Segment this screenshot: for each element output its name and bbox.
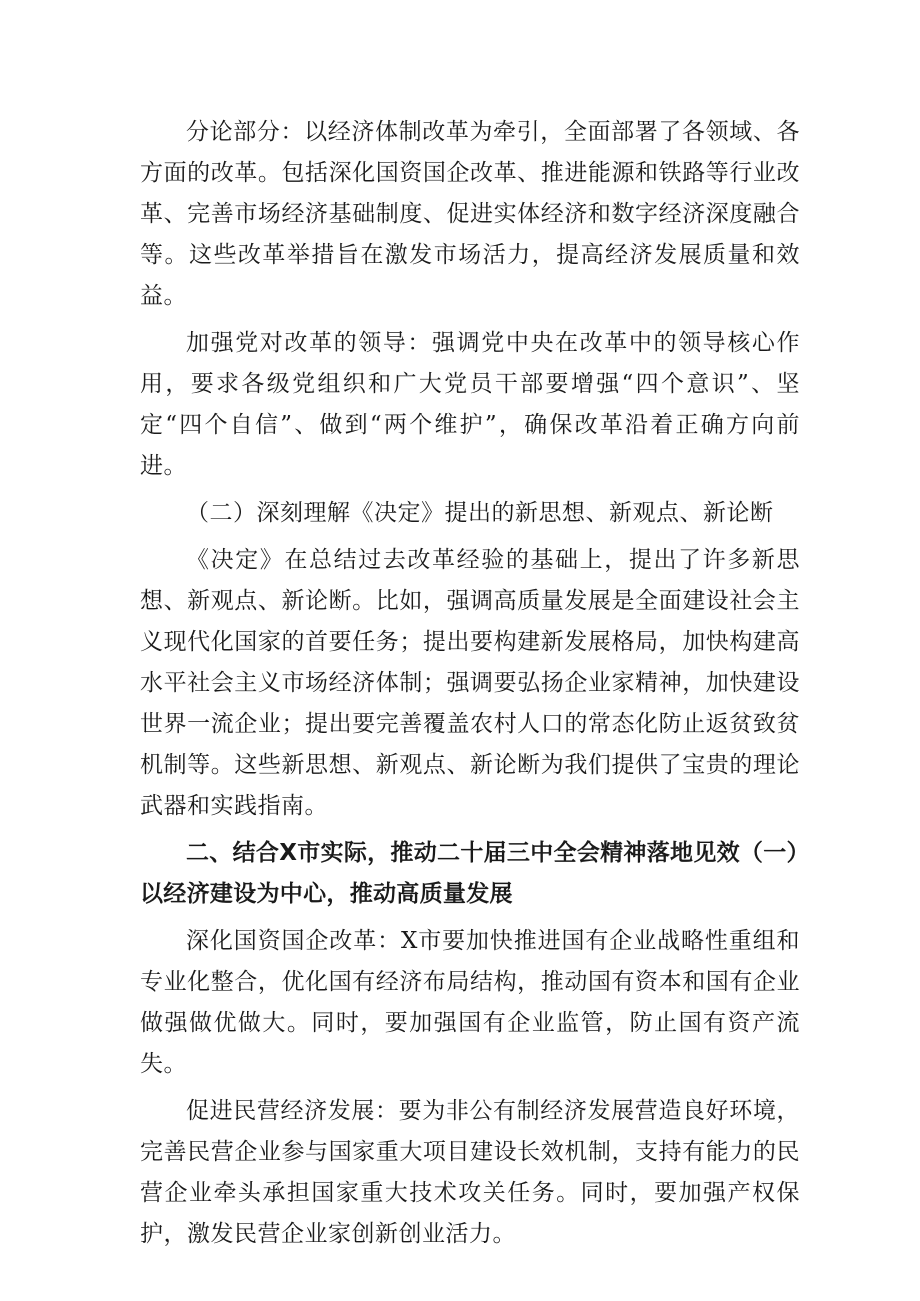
paragraph-private-economy: 促进民营经济发展：要为非公有制经济发展营造良好环境，完善民营企业参与国家重大项目建设长效机制，支持有能力的民营企业牵头承担国家重大技术攻关任务。同时，要加强产权保护，激发民营企业家创新创业活力。 <box>140 1098 800 1247</box>
paragraph-new-ideas: 《决定》在总结过去改革经验的基础上，提出了许多新思想、新观点、新论断。比如，强调高质量发展是全面建设社会主义现代化国家的首要任务；提出要构建新发展格局，加快构建高水平社会主义市场经济体制；强调要弘扬企业家精神，加快建设世界一流企业；提出要完善覆盖农村人口的常态化防止返贫致贫机制等。这些新思想、新观点、新论断为我们提供了宝贵的理论武器和实践指南。 <box>140 547 800 819</box>
paragraph-party-leadership: 加强党对改革的领导：强调党中央在改革中的领导核心作用，要求各级党组织和广大党员干部要增强“四个意识”、坚定“四个自信”、做到“两个维护”，确保改革沿着正确方向前进。 <box>140 330 800 479</box>
document-page <box>140 112 800 1255</box>
paragraph-soe-reform: 深化国资国企改革：X市要加快推进国有企业战略性重组和专业化整合，优化国有经济布局结构，推动国有资本和国有企业做强做优做大。同时，要加强国有企业监管，防止国有资产流失。 <box>140 928 800 1077</box>
paragraph-sub-theses: 分论部分：以经济体制改革为牵引，全面部署了各领域、各方面的改革。包括深化国资国企改革、推进能源和铁路等行业改革、完善市场经济基础制度、促进实体经济和数字经济深度融合等。这些改革举措旨在激发市场活力，提高经济发展质量和效益。 <box>140 119 800 309</box>
section-subheading: （二）深刻理解《决定》提出的新思想、新观点、新论断 <box>186 500 774 526</box>
section-heading: 二、结合X市实际，推动二十届三中全会精神落地见效（一）以经济建设为中心，推动高质量发展 <box>140 840 799 907</box>
